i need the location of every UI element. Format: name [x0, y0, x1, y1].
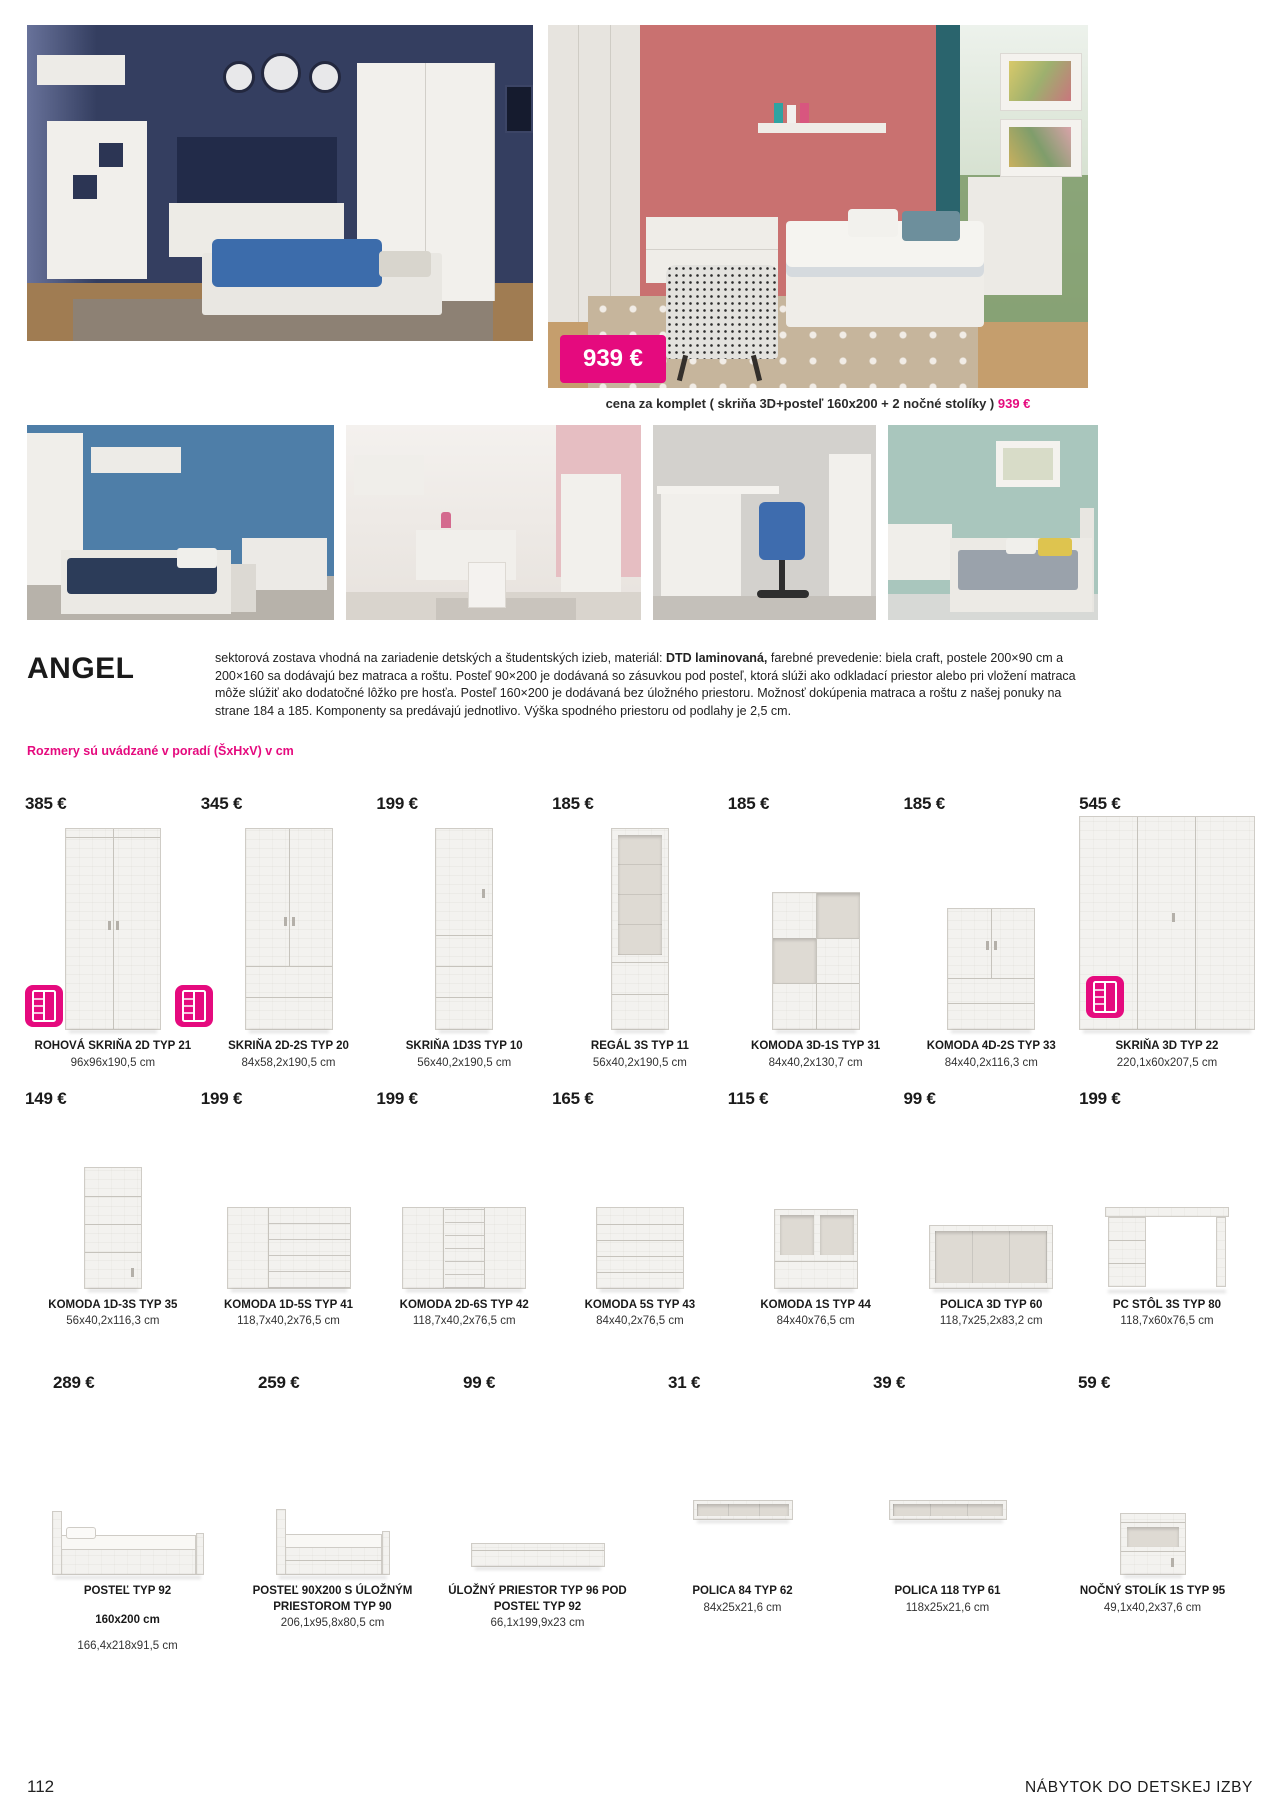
product-name: REGÁL 3S TYP 11	[590, 1040, 689, 1052]
room-photo-blue-room	[27, 425, 334, 620]
cabinet	[47, 121, 147, 279]
product-image-corner-wardrobe	[65, 828, 161, 1030]
product-dimensions: 66,1x199,9x23 cm	[490, 1617, 585, 1630]
room-photo-boys-room	[27, 25, 533, 341]
product-name: KOMODA 1D-5S TYP 41	[223, 1298, 354, 1311]
product-name: POLICA 3D TYP 60	[940, 1298, 1043, 1311]
series-description	[215, 650, 1085, 720]
product-name: POLICA 84 TYP 62	[692, 1585, 793, 1598]
product-dimensions: 206,1x95,8x80,5 cm	[280, 1617, 385, 1630]
product-row-2	[25, 1089, 1255, 1328]
product-image-chest	[596, 1207, 684, 1289]
product-card	[640, 1373, 845, 1652]
room-photo-teal-bedroom	[888, 425, 1098, 620]
product-card	[1079, 794, 1255, 1069]
product-price: 185 €	[552, 794, 594, 813]
product-dimensions: 56x40,2x116,3 cm	[66, 1315, 160, 1328]
product-price: 199 €	[1079, 1088, 1121, 1108]
product-price: 385 €	[25, 794, 67, 813]
product-card	[376, 1089, 552, 1328]
product-price: 545 €	[1079, 794, 1121, 813]
wardrobe	[548, 25, 640, 337]
product-dimensions: 84x40,2x76,5 cm	[596, 1315, 684, 1328]
picture-frame	[505, 85, 533, 133]
series-intro	[27, 650, 1253, 720]
product-price: 149 €	[25, 1088, 67, 1108]
product-card	[552, 1089, 728, 1328]
product-price: 185 €	[727, 794, 770, 813]
caption-text: cena za komplet ( skriňa 3D+posteľ 160x200 + 2 nočné stolíky )	[605, 396, 995, 411]
product-dimensions: 166,4x218x91,5 cm	[77, 1640, 178, 1653]
desk	[888, 524, 952, 580]
product-image-open-chest	[774, 1209, 858, 1289]
product-name: KOMODA 5S TYP 43	[584, 1298, 696, 1311]
product-price: 199 €	[200, 1088, 243, 1108]
product-image-nightstand	[1120, 1513, 1186, 1575]
product-size: 160x200 cm	[95, 1613, 160, 1626]
room-photo-pink-bedroom	[548, 25, 1088, 388]
product-name: SKRIŇA 1D3S TYP 10	[405, 1040, 523, 1052]
product-price: 199 €	[376, 1088, 418, 1108]
product-name: SKRIŇA 3D TYP 22	[1115, 1040, 1219, 1052]
book	[800, 103, 809, 123]
wall-clock	[309, 61, 341, 93]
description-material: DTD laminovaná,	[665, 651, 768, 665]
product-price: 99 €	[463, 1373, 496, 1393]
product-card	[1050, 1373, 1255, 1652]
product-price: 39 €	[873, 1373, 906, 1393]
product-name: NOČNÝ STOLÍK 1S TYP 95	[1079, 1585, 1226, 1598]
picture-art	[1003, 448, 1053, 480]
product-name: SKRIŇA 2D-2S TYP 20	[228, 1040, 349, 1052]
product-card	[25, 1373, 230, 1652]
footer-title: NÁBYTOK DO DETSKEJ IZBY	[1025, 1779, 1253, 1796]
wardrobe-icon	[175, 985, 213, 1032]
hero-caption	[548, 396, 1088, 411]
product-price: 31 €	[668, 1373, 701, 1393]
wall-shelf	[91, 447, 181, 473]
product-price: 199 €	[376, 794, 418, 813]
product-price: 59 €	[1078, 1373, 1111, 1393]
pillow	[177, 548, 217, 568]
wall-shelf	[37, 55, 125, 85]
product-image-wardrobe	[435, 828, 493, 1030]
hero-right-column	[548, 25, 1088, 411]
wardrobe-icon	[1086, 976, 1124, 1023]
cabinet	[829, 454, 871, 596]
product-card	[903, 794, 1079, 1069]
product-name: KOMODA 3D-1S TYP 31	[751, 1040, 881, 1052]
product-image-chest	[227, 1207, 351, 1289]
room-photo-desk-corner	[653, 425, 876, 620]
product-dimensions: 84x40x76,5 cm	[776, 1315, 855, 1328]
product-row-3	[25, 1373, 1255, 1652]
product-card	[230, 1373, 435, 1652]
product-name: POSTEĽ TYP 92	[83, 1585, 172, 1598]
caption-price: 939 €	[997, 396, 1031, 411]
product-dimensions: 118,7x25,2x83,2 cm	[939, 1315, 1043, 1328]
product-card	[435, 1373, 640, 1652]
product-image-chest	[772, 892, 860, 1030]
product-card	[728, 794, 904, 1069]
product-dimensions: 49,1x40,2x37,6 cm	[1103, 1601, 1202, 1614]
page-number: 112	[27, 1777, 55, 1796]
armchair	[666, 265, 778, 359]
product-image-underbed-storage	[471, 1543, 605, 1567]
product-image-chest	[402, 1207, 526, 1289]
room-photo-attic-room	[346, 425, 641, 620]
desk-hutch	[177, 137, 337, 203]
product-image-chest	[947, 908, 1035, 1030]
product-price: 99 €	[903, 1088, 936, 1108]
pillow	[379, 251, 431, 277]
product-card	[201, 794, 377, 1069]
product-image-wall-shelf	[929, 1225, 1053, 1289]
product-dimensions: 118,7x40,2x76,5 cm	[412, 1315, 516, 1328]
description-intro: sektorová zostava vhodná na zariadenie detských a študentských izieb, materiál:	[215, 651, 666, 665]
wardrobe-line	[578, 25, 579, 337]
product-card	[376, 794, 552, 1069]
cabinet-accent	[73, 175, 97, 199]
product-dimensions: 84x40,2x116,3 cm	[944, 1056, 1038, 1069]
chair-post	[779, 556, 785, 592]
dimensions-note: Rozmery sú uvádzané v poradí (ŠxHxV) v cm	[27, 744, 294, 758]
book	[787, 105, 796, 123]
duvet	[212, 239, 382, 287]
wall-shelf	[758, 123, 886, 133]
chair-seat	[759, 502, 805, 560]
product-image-chest	[84, 1167, 142, 1289]
product-image-bed	[276, 1509, 390, 1575]
product-name: KOMODA 2D-6S TYP 42	[399, 1298, 529, 1311]
product-name: POLICA 118 TYP 61	[894, 1585, 1001, 1598]
duvet	[958, 550, 1078, 590]
page-footer	[27, 1777, 1253, 1797]
pillow	[848, 209, 898, 237]
product-name: ROHOVÁ SKRIŇA 2D TYP 21	[34, 1040, 192, 1052]
product-image-wardrobe-3d	[1079, 816, 1255, 1030]
product-dimensions: 118,7x60x76,5 cm	[1120, 1315, 1214, 1328]
product-name: PC STÔL 3S TYP 80	[1112, 1298, 1222, 1311]
product-dimensions: 84x40,2x130,7 cm	[768, 1056, 863, 1069]
product-card	[845, 1373, 1050, 1652]
product-name: KOMODA 1S TYP 44	[760, 1298, 871, 1311]
product-price: 185 €	[903, 794, 945, 813]
product-dimensions: 56x40,2x190,5 cm	[417, 1056, 512, 1069]
drawer-unit	[661, 486, 741, 596]
product-card	[25, 1089, 201, 1328]
product-image-bed	[52, 1511, 204, 1575]
floor	[653, 596, 876, 620]
product-price: 165 €	[552, 1088, 594, 1108]
product-dimensions: 84x58,2x190,5 cm	[241, 1056, 336, 1069]
room-photo-row	[27, 425, 1253, 620]
price-badge: 939 €	[560, 335, 666, 383]
desk-top	[657, 486, 779, 494]
product-dimensions: 220,1x60x207,5 cm	[1116, 1056, 1218, 1069]
product-dimensions: 56x40,2x190,5 cm	[592, 1056, 687, 1069]
product-image-wardrobe	[245, 828, 333, 1030]
sideboard-line	[646, 249, 778, 250]
wardrobe-line	[610, 25, 611, 337]
product-dimensions: 84x25x21,6 cm	[703, 1601, 782, 1614]
product-row-1	[25, 794, 1255, 1069]
product-card	[201, 1089, 377, 1328]
product-dimensions: 96x96x190,5 cm	[70, 1056, 156, 1069]
product-card	[552, 794, 728, 1069]
wall-clock	[223, 61, 255, 93]
pillow	[1006, 538, 1036, 554]
product-image-wall-shelf	[889, 1500, 1007, 1520]
wardrobe-icon	[25, 985, 63, 1032]
product-name: ÚLOŽNÝ PRIESTOR TYP 96 POD POSTEĽ TYP 92	[448, 1585, 627, 1613]
product-image-desk	[1105, 1207, 1229, 1289]
wall-shelf	[354, 455, 424, 495]
product-price: 259 €	[258, 1373, 300, 1393]
description-rest: farebné prevedenie: biela craft, postele 200×90 cm a 200×160 sa dodávajú bez matraca a roštu. Posteľ 90×200 je dodávaná so zásuvkou pod posteľ, ktorá slúži ako odkladací priestor alebo pri vložení matraca môže slúžiť ako dodatočné lôžko pre hosťa. Posteľ 160×200 je dodávaná bez úložného priestoru. Možnosť dokúpenia matraca a roštu z našej ponuky na strane 184 a 185. Komponenty sa predávajú jednotlivo. Výška spodného priestoru od podlahy je 2,5 cm.	[215, 651, 1076, 718]
rug	[436, 598, 576, 620]
wall-clock	[261, 53, 301, 93]
book	[774, 103, 783, 123]
wardrobe	[561, 474, 621, 592]
cabinet-accent	[99, 143, 123, 167]
product-name: KOMODA 4D-2S TYP 33	[926, 1040, 1056, 1052]
product-price: 115 €	[727, 1088, 769, 1108]
product-dimensions: 118x25x21,6 cm	[905, 1601, 990, 1614]
picture-art	[1009, 127, 1071, 167]
product-dimensions: 118,7x40,2x76,5 cm	[237, 1315, 340, 1328]
series-title: ANGEL	[27, 652, 135, 685]
hero-photo-row	[27, 25, 1253, 411]
product-price: 345 €	[200, 794, 243, 813]
product-image-shelf-unit	[611, 828, 669, 1030]
product-price: 289 €	[53, 1373, 95, 1393]
product-image-wall-shelf	[693, 1500, 793, 1520]
product-card	[903, 1089, 1079, 1328]
chair	[468, 562, 506, 608]
pillow	[902, 211, 960, 241]
product-card	[728, 1089, 904, 1328]
product-card	[1079, 1089, 1255, 1328]
product-name: KOMODA 1D-3S TYP 35	[48, 1298, 178, 1311]
picture-art	[1009, 61, 1071, 101]
lamp	[441, 512, 451, 528]
product-name: POSTEĽ 90X200 S ÚLOŽNÝM PRIESTOROM TYP 90	[252, 1585, 413, 1613]
pillow	[1038, 538, 1072, 556]
